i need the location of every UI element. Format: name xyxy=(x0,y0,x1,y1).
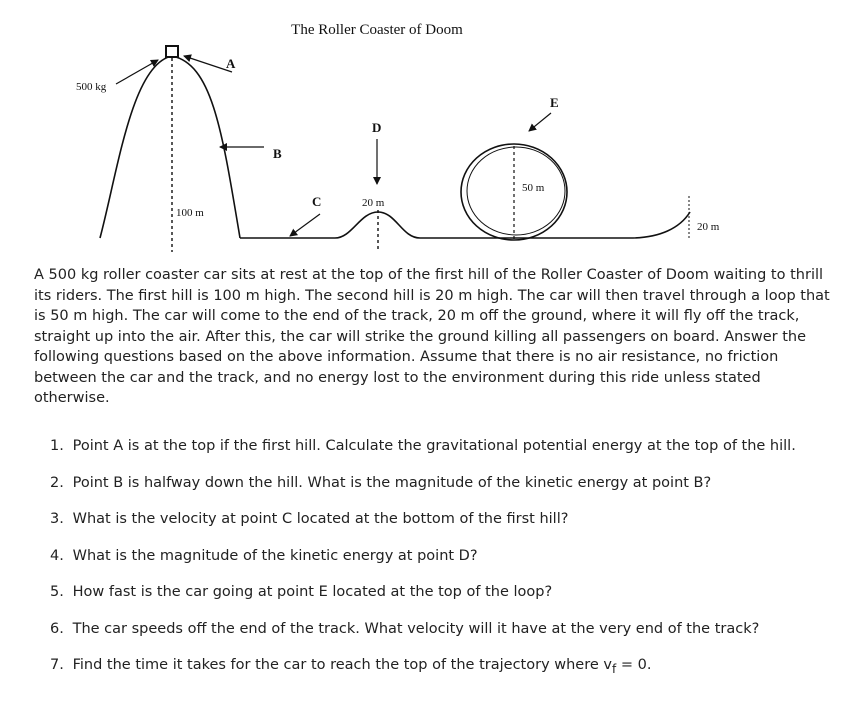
mass-label: 500 kg xyxy=(76,81,107,93)
question-text-end: = 0. xyxy=(616,657,652,673)
question-item xyxy=(50,580,840,617)
point-c-label: C xyxy=(312,194,322,209)
figure-title: The Roller Coaster of Doom xyxy=(291,22,463,38)
loop-height-label: 50 m xyxy=(522,182,545,194)
point-a-label: A xyxy=(226,56,236,71)
point-b-label: B xyxy=(273,146,282,161)
question-item xyxy=(50,617,840,654)
question-number: 2. xyxy=(50,474,64,491)
question-subscript: f xyxy=(611,661,617,676)
roller-coaster-figure xyxy=(0,0,854,260)
question-list xyxy=(50,434,840,690)
question-item xyxy=(50,544,840,581)
question-text: The car speeds off the end of the track. What velocity will it have at the very end of the track? xyxy=(72,620,760,637)
point-c-arrow xyxy=(290,214,320,236)
question-number: 5. xyxy=(50,584,64,600)
question-item xyxy=(50,507,840,544)
question-number: 6. xyxy=(50,620,64,637)
question-text: Find the time it takes for the car to reach the top of the trajectory where v xyxy=(72,657,612,673)
question-number: 4. xyxy=(50,547,64,564)
problem-intro: A 500 kg roller coaster car sits at rest at the top of the first hill of the Roller Coaster of Doom waiting to thrill its riders. The first hill is 100 m high. The second hill is 20 m high. The car will then travel through a loop that is 50 m high. The car will come to the end of the track, 20 m off the ground, where it will fly off the track, straight up into the air. After this, the car will strike the ground killing all passengers on board. Answer the following questions based on the above information. Assume that there is no air resistance, no friction between the car and the track, and no energy lost to the environment during this ride unless stated otherwise. xyxy=(34,267,830,406)
point-d-label: D xyxy=(372,120,382,135)
question-number: 1. xyxy=(50,438,64,454)
question-text: How fast is the car going at point E located at the top of the loop? xyxy=(72,584,553,600)
question-text: Point A is at the top if the first hill. Calculate the gravitational potential energy at the top of the hill. xyxy=(72,438,796,454)
second-hill-height-label: 20 m xyxy=(362,197,385,209)
point-a-arrow xyxy=(184,56,232,72)
first-hill-track xyxy=(100,56,240,238)
question-text: What is the magnitude of the kinetic energy at point D? xyxy=(72,547,478,564)
question-number: 3. xyxy=(50,511,64,527)
track-end-height-label: 20 m xyxy=(697,221,720,233)
point-e-label: E xyxy=(550,95,559,110)
point-e-arrow xyxy=(529,113,551,131)
question-text: Point B is halfway down the hill. What is the magnitude of the kinetic energy at point B? xyxy=(72,474,712,491)
mass-arrow xyxy=(116,60,158,84)
question-number: 7. xyxy=(50,657,64,673)
question-text: What is the velocity at point C located at the bottom of the first hill? xyxy=(72,511,569,527)
question-item xyxy=(50,471,840,508)
loop-inner-track xyxy=(467,147,565,235)
first-hill-height-label: 100 m xyxy=(176,207,204,219)
question-item xyxy=(50,434,840,471)
ground-track xyxy=(240,212,690,238)
roller-coaster-car xyxy=(166,46,178,57)
question-item xyxy=(50,653,840,690)
